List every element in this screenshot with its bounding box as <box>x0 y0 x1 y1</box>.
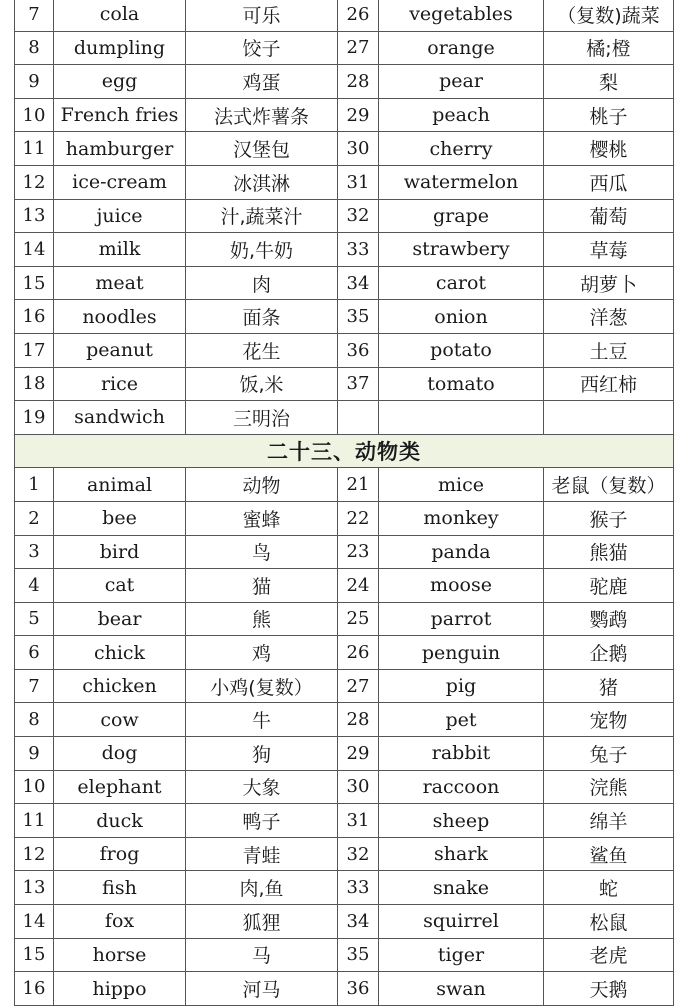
chinese-meaning: 橘;橙 <box>544 31 674 65</box>
english-word: potato <box>379 333 544 367</box>
chinese-meaning: 胡萝卜 <box>544 266 674 300</box>
vocabulary-table <box>14 0 674 1006</box>
chinese-meaning: 肉,鱼 <box>186 871 338 905</box>
chinese-meaning: 奶,牛奶 <box>186 233 338 267</box>
english-word: duck <box>54 804 186 838</box>
table-row <box>15 837 674 871</box>
chinese-meaning: 企鹅 <box>544 636 674 670</box>
table-row <box>15 333 674 367</box>
chinese-meaning: 马 <box>186 938 338 972</box>
english-word: dumpling <box>54 31 186 65</box>
chinese-meaning: 鸭子 <box>186 804 338 838</box>
chinese-meaning: 草莓 <box>544 233 674 267</box>
entry-number: 16 <box>15 972 54 1006</box>
chinese-meaning: 三明治 <box>186 401 338 435</box>
english-word: egg <box>54 65 186 99</box>
chinese-meaning: 青蛙 <box>186 837 338 871</box>
chinese-meaning: 动物 <box>186 468 338 502</box>
entry-number: 9 <box>15 737 54 771</box>
entry-number: 18 <box>15 367 54 401</box>
chinese-meaning: 面条 <box>186 300 338 334</box>
entry-number: 24 <box>338 569 379 603</box>
entry-number: 13 <box>15 871 54 905</box>
entry-number: 12 <box>15 165 54 199</box>
chinese-meaning: 牛 <box>186 703 338 737</box>
chinese-meaning: 驼鹿 <box>544 569 674 603</box>
english-word: sheep <box>379 804 544 838</box>
entry-number: 26 <box>338 636 379 670</box>
chinese-meaning: 土豆 <box>544 333 674 367</box>
chinese-meaning: 小鸡(复数） <box>186 669 338 703</box>
english-word: moose <box>379 569 544 603</box>
entry-number: 9 <box>15 65 54 99</box>
chinese-meaning: 大象 <box>186 770 338 804</box>
chinese-meaning: 熊 <box>186 602 338 636</box>
chinese-meaning: 饺子 <box>186 31 338 65</box>
entry-number: 27 <box>338 31 379 65</box>
entry-number: 34 <box>338 266 379 300</box>
table-row <box>15 804 674 838</box>
entry-number: 33 <box>338 233 379 267</box>
entry-number: 23 <box>338 535 379 569</box>
english-word: onion <box>379 300 544 334</box>
entry-number: 22 <box>338 501 379 535</box>
english-word: raccoon <box>379 770 544 804</box>
entry-number: 11 <box>15 132 54 166</box>
english-word: vegetables <box>379 0 544 31</box>
chinese-meaning: 蛇 <box>544 871 674 905</box>
chinese-meaning: 桃子 <box>544 98 674 132</box>
chinese-meaning: 法式炸薯条 <box>186 98 338 132</box>
table-row <box>15 501 674 535</box>
english-word: shark <box>379 837 544 871</box>
section-title: 二十三、动物类 <box>15 434 674 468</box>
table-row <box>15 98 674 132</box>
entry-number: 6 <box>15 636 54 670</box>
english-word: peach <box>379 98 544 132</box>
entry-number: 8 <box>15 31 54 65</box>
entry-number: 1 <box>15 468 54 502</box>
english-word: hippo <box>54 972 186 1006</box>
english-word: orange <box>379 31 544 65</box>
table-row <box>15 132 674 166</box>
chinese-meaning: 猪 <box>544 669 674 703</box>
entry-number: 8 <box>15 703 54 737</box>
entry-number: 3 <box>15 535 54 569</box>
english-word: elephant <box>54 770 186 804</box>
entry-number: 37 <box>338 367 379 401</box>
english-word: watermelon <box>379 165 544 199</box>
entry-number: 26 <box>338 0 379 31</box>
chinese-meaning: 鸟 <box>186 535 338 569</box>
entry-number: 2 <box>15 501 54 535</box>
chinese-meaning: 可乐 <box>186 0 338 31</box>
chinese-meaning: 樱桃 <box>544 132 674 166</box>
entry-number: 16 <box>15 300 54 334</box>
chinese-meaning: 绵羊 <box>544 804 674 838</box>
english-word: carot <box>379 266 544 300</box>
chinese-meaning: （复数)蔬菜 <box>544 0 674 31</box>
entry-number: 36 <box>338 333 379 367</box>
english-word: swan <box>379 972 544 1006</box>
animal-section-header <box>15 434 674 468</box>
chinese-meaning: 鸡 <box>186 636 338 670</box>
english-word: chicken <box>54 669 186 703</box>
chinese-meaning: 蜜蜂 <box>186 501 338 535</box>
table-row <box>15 165 674 199</box>
english-word: parrot <box>379 602 544 636</box>
english-word: hamburger <box>54 132 186 166</box>
table-row <box>15 199 674 233</box>
entry-number: 15 <box>15 266 54 300</box>
english-word: bird <box>54 535 186 569</box>
entry-number: 35 <box>338 938 379 972</box>
table-row <box>15 871 674 905</box>
entry-number: 27 <box>338 669 379 703</box>
english-word <box>379 401 544 435</box>
chinese-meaning: 浣熊 <box>544 770 674 804</box>
table-row <box>15 938 674 972</box>
chinese-meaning: 老鼠（复数） <box>544 468 674 502</box>
entry-number: 30 <box>338 132 379 166</box>
chinese-meaning: 花生 <box>186 333 338 367</box>
chinese-meaning: 葡萄 <box>544 199 674 233</box>
entry-number: 30 <box>338 770 379 804</box>
entry-number: 14 <box>15 905 54 939</box>
english-word: horse <box>54 938 186 972</box>
entry-number: 4 <box>15 569 54 603</box>
table-row <box>15 401 674 435</box>
table-row <box>15 905 674 939</box>
english-word: pear <box>379 65 544 99</box>
english-word: juice <box>54 199 186 233</box>
chinese-meaning: 鸡蛋 <box>186 65 338 99</box>
chinese-meaning: 松鼠 <box>544 905 674 939</box>
entry-number: 10 <box>15 98 54 132</box>
table-row <box>15 31 674 65</box>
english-word: sandwich <box>54 401 186 435</box>
english-word: fish <box>54 871 186 905</box>
entry-number: 12 <box>15 837 54 871</box>
english-word: meat <box>54 266 186 300</box>
animal-section <box>15 468 674 1006</box>
english-word: milk <box>54 233 186 267</box>
chinese-meaning: 河马 <box>186 972 338 1006</box>
chinese-meaning: 猴子 <box>544 501 674 535</box>
english-word: cow <box>54 703 186 737</box>
table-row <box>15 770 674 804</box>
english-word: dog <box>54 737 186 771</box>
entry-number: 19 <box>15 401 54 435</box>
table-row <box>15 737 674 771</box>
table-row <box>15 468 674 502</box>
entry-number: 17 <box>15 333 54 367</box>
english-word: chick <box>54 636 186 670</box>
entry-number: 28 <box>338 65 379 99</box>
entry-number: 36 <box>338 972 379 1006</box>
entry-number: 29 <box>338 98 379 132</box>
chinese-meaning: 鹦鹉 <box>544 602 674 636</box>
chinese-meaning: 天鹅 <box>544 972 674 1006</box>
english-word: bear <box>54 602 186 636</box>
food-section <box>15 0 674 434</box>
english-word: penguin <box>379 636 544 670</box>
entry-number: 11 <box>15 804 54 838</box>
entry-number: 25 <box>338 602 379 636</box>
entry-number: 32 <box>338 837 379 871</box>
english-word: animal <box>54 468 186 502</box>
english-word: noodles <box>54 300 186 334</box>
english-word: ice-cream <box>54 165 186 199</box>
chinese-meaning: 狐狸 <box>186 905 338 939</box>
english-word: monkey <box>379 501 544 535</box>
english-word: tomato <box>379 367 544 401</box>
table-row <box>15 669 674 703</box>
entry-number: 33 <box>338 871 379 905</box>
english-word: pig <box>379 669 544 703</box>
chinese-meaning: 梨 <box>544 65 674 99</box>
entry-number: 31 <box>338 165 379 199</box>
table-row <box>15 535 674 569</box>
chinese-meaning: 狗 <box>186 737 338 771</box>
entry-number: 35 <box>338 300 379 334</box>
english-word: panda <box>379 535 544 569</box>
chinese-meaning: 猫 <box>186 569 338 603</box>
english-word: squirrel <box>379 905 544 939</box>
chinese-meaning: 冰淇淋 <box>186 165 338 199</box>
chinese-meaning <box>544 401 674 435</box>
english-word: tiger <box>379 938 544 972</box>
entry-number: 7 <box>15 0 54 31</box>
chinese-meaning: 宠物 <box>544 703 674 737</box>
english-word: French fries <box>54 98 186 132</box>
english-word: grape <box>379 199 544 233</box>
english-word: pet <box>379 703 544 737</box>
entry-number: 5 <box>15 602 54 636</box>
entry-number: 31 <box>338 804 379 838</box>
entry-number: 15 <box>15 938 54 972</box>
chinese-meaning: 熊猫 <box>544 535 674 569</box>
table-row <box>15 367 674 401</box>
table-row <box>15 233 674 267</box>
english-word: fox <box>54 905 186 939</box>
table-row <box>15 0 674 31</box>
entry-number: 34 <box>338 905 379 939</box>
table-row <box>15 703 674 737</box>
entry-number: 21 <box>338 468 379 502</box>
english-word: cherry <box>379 132 544 166</box>
english-word: peanut <box>54 333 186 367</box>
entry-number <box>338 401 379 435</box>
entry-number: 10 <box>15 770 54 804</box>
english-word: strawbery <box>379 233 544 267</box>
table-row <box>15 602 674 636</box>
chinese-meaning: 肉 <box>186 266 338 300</box>
entry-number: 7 <box>15 669 54 703</box>
chinese-meaning: 汉堡包 <box>186 132 338 166</box>
english-word: mice <box>379 468 544 502</box>
entry-number: 32 <box>338 199 379 233</box>
english-word: bee <box>54 501 186 535</box>
table-row <box>15 569 674 603</box>
entry-number: 13 <box>15 199 54 233</box>
english-word: cola <box>54 0 186 31</box>
section-header-row <box>15 434 674 468</box>
table-row <box>15 636 674 670</box>
entry-number: 29 <box>338 737 379 771</box>
chinese-meaning: 鲨鱼 <box>544 837 674 871</box>
english-word: rabbit <box>379 737 544 771</box>
chinese-meaning: 洋葱 <box>544 300 674 334</box>
chinese-meaning: 西红柿 <box>544 367 674 401</box>
chinese-meaning: 老虎 <box>544 938 674 972</box>
english-word: snake <box>379 871 544 905</box>
table-row <box>15 266 674 300</box>
table-row <box>15 300 674 334</box>
table-row <box>15 972 674 1006</box>
chinese-meaning: 饭,米 <box>186 367 338 401</box>
english-word: rice <box>54 367 186 401</box>
english-word: cat <box>54 569 186 603</box>
table-row <box>15 65 674 99</box>
chinese-meaning: 汁,蔬菜汁 <box>186 199 338 233</box>
entry-number: 28 <box>338 703 379 737</box>
english-word: frog <box>54 837 186 871</box>
entry-number: 14 <box>15 233 54 267</box>
chinese-meaning: 西瓜 <box>544 165 674 199</box>
chinese-meaning: 兔子 <box>544 737 674 771</box>
